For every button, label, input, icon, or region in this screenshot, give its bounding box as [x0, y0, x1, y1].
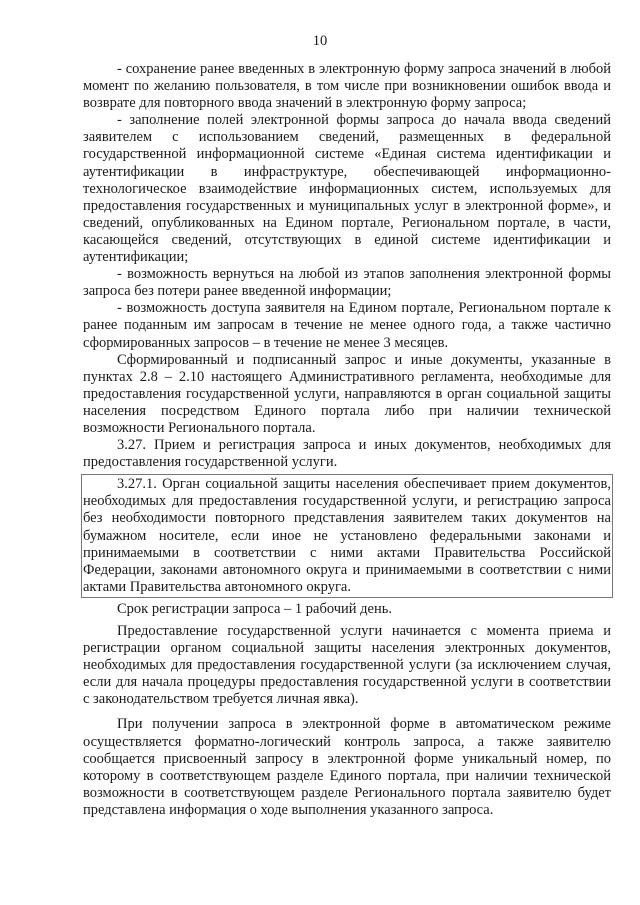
paragraph: Предоставление государственной услуги начинается с момента приема и регистрации органом социальной защиты населения электронных документов, необходимых для предоставления государственной услуги (за исключением случая, если для начала процедуры предоставления государственной услуги в соответствии с законодательством требуется личная явка). — [83, 623, 611, 708]
paragraph-framed: 3.27.1. Орган социальной защиты населения обеспечивает прием документов, необходимых для предоставления государственной услуги, и регистрацию запроса без необходимости повторного представления заявителем таких документов на бумажном носителе, если иное не установлено федеральными законами и принимаемыми в соответствии с ними актами Правительства Российской Федерации, законами автономного округа и принимаемыми в соответствии с ними актами Правительства автономного округа. — [83, 476, 611, 595]
paragraph: При получении запроса в электронной форме в автоматическом режиме осуществляется форматно-логический контроль запроса, а также заявителю сообщается присвоенный запросу в электронной форме уникальный номер, по которому в соответствующем разделе Единого портала, при наличии технической возможности в соответствующем разделе Регионального портала заявителю будет представлена информация о ходе выполнения указанного запроса. — [83, 716, 611, 818]
paragraph: - заполнение полей электронной формы запроса до начала ввода сведений заявителем с использованием сведений, размещенных в федеральной государственной информационной системе «Единая система идентификации и аутентификации в инфраструктуре, обеспечивающей информационно-технологическое взаимодействие информационных систем, используемых для предоставления государственных и муниципальных услуг в электронной форме», и сведений, опубликованных на Едином портале, Региональном портале, в части, касающейся сведений, отсутствующих в единой системе идентификации и аутентификации; — [83, 112, 611, 266]
page-number: 10 — [312, 33, 328, 49]
paragraph: - возможность доступа заявителя на Едином портале, Региональном портале к ранее поданным им запросам в течение не менее одного года, а также частично сформированных запросов – в течение не менее 3 месяцев. — [83, 300, 611, 351]
paragraph: - возможность вернуться на любой из этапов заполнения электронной формы запроса без потери ранее введенной информации; — [83, 266, 611, 300]
paragraph-section-heading: 3.27. Прием и регистрация запроса и иных документов, необходимых для предоставления государственной услуги. — [83, 437, 611, 471]
paragraph: - сохранение ранее введенных в электронную форму запроса значений в любой момент по желанию пользователя, в том числе при возникновении ошибок ввода и возврате для повторного ввода значений в электронную форму запроса; — [83, 61, 611, 112]
paragraph: Сформированный и подписанный запрос и иные документы, указанные в пунктах 2.8 – 2.10 настоящего Административного регламента, необходимые для предоставления государственной услуги, направляются в орган социальной защиты населения посредством Единого портала либо при наличии технической возможности Регионального портала. — [83, 351, 611, 436]
document-body — [83, 61, 611, 819]
paragraph: Срок регистрации запроса – 1 рабочий день. — [117, 600, 392, 617]
